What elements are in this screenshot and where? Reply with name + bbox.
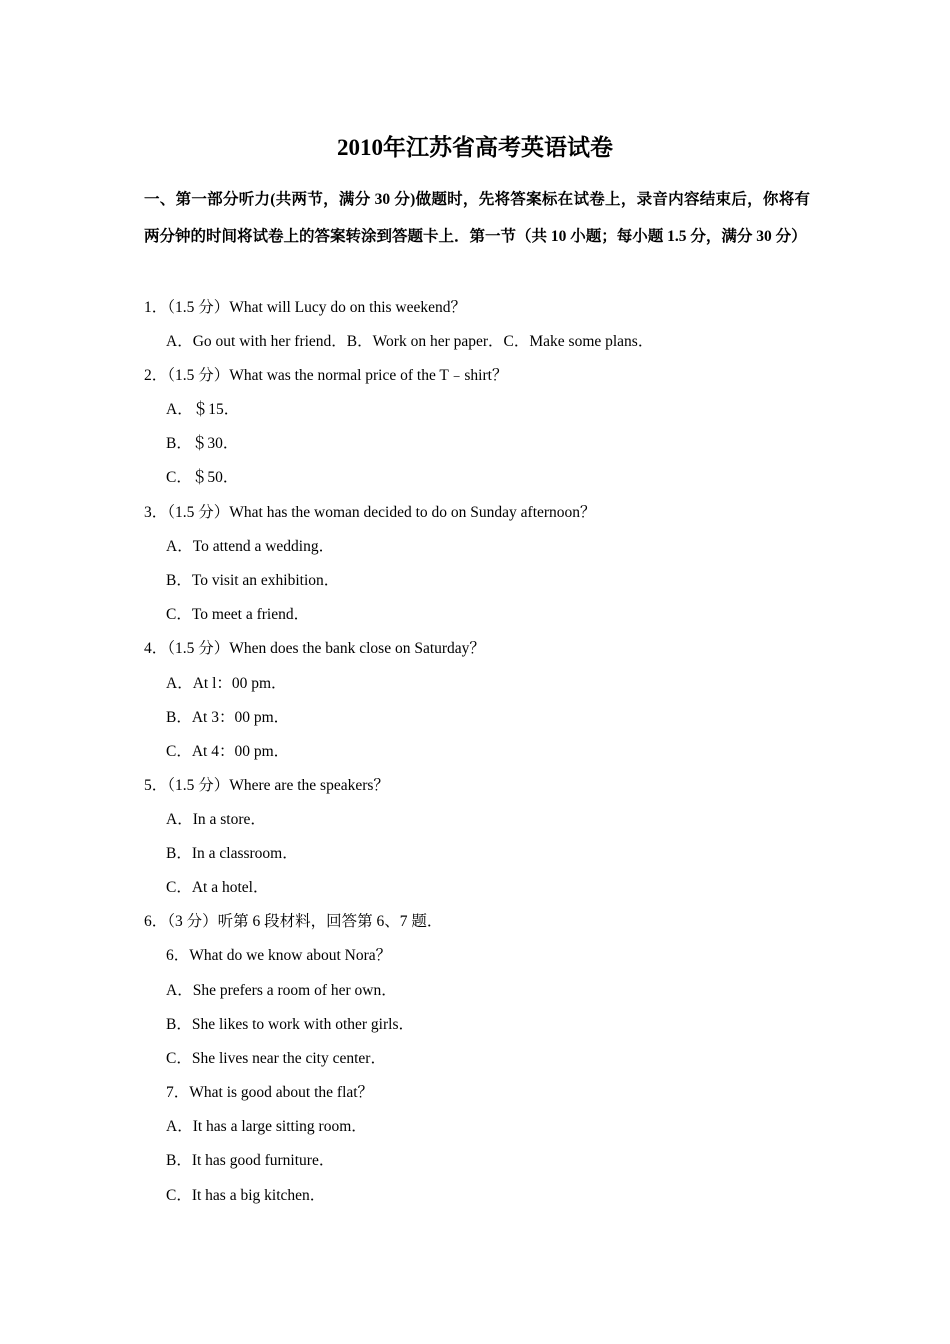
question-4: 4．（1.5 分）When does the bank close on Saturday？ [144, 640, 485, 657]
page-title: 2010年江苏省高考英语试卷 [337, 135, 613, 160]
question-4-option-a: A．At l：00 pm． [166, 675, 287, 692]
question-3-option-b: B．To visit an exhibition． [166, 572, 340, 589]
question-5-option-a: A．In a store． [166, 811, 266, 828]
question-5-option-b: B．In a classroom． [166, 845, 298, 862]
question-6: 6．（3 分）听第 6 段材料，回答第 6、7 题． [144, 913, 443, 930]
sub-question-6-option-c: C．She lives near the city center． [166, 1050, 386, 1067]
question-5: 5．（1.5 分）Where are the speakers？ [144, 777, 389, 794]
sub-question-6-option-a: A．She prefers a room of her own． [166, 982, 397, 999]
question-1-options: A．Go out with her friend．B．Work on her paper．C．Make some plans． [166, 333, 654, 350]
question-2: 2．（1.5 分）What was the normal price of the T﹣shirt？ [144, 367, 508, 384]
sub-question-7-option-b: B．It has good furniture． [166, 1152, 335, 1169]
question-4-option-b: B．At 3：00 pm． [166, 709, 290, 726]
question-2-option-a: A．＄15． [166, 401, 240, 418]
sub-question-6-option-b: B．She likes to work with other girls． [166, 1016, 414, 1033]
question-4-option-c: C．At 4：00 pm． [166, 743, 290, 760]
question-5-option-c: C．At a hotel． [166, 879, 269, 896]
question-1: 1．（1.5 分）What will Lucy do on this weekend？ [144, 299, 467, 316]
sub-question-6: 6．What do we know about Nora？ [166, 947, 392, 964]
question-3: 3．（1.5 分）What has the woman decided to do on Sunday afternoon？ [144, 504, 596, 521]
sub-question-7-option-c: C．It has a big kitchen． [166, 1187, 326, 1204]
question-2-option-c: C．＄50． [166, 469, 239, 486]
section-header: 一、第一部分听力(共两节，满分 30 分)做题时，先将答案标在试卷上，录音内容结束后，你将有两分钟的时间将试卷上的答案转涂到答题卡上．第一节（共 10 小题；每小题 1.5 分，满分 30 分） [144, 191, 810, 245]
question-2-option-b: B．＄30． [166, 435, 239, 452]
sub-question-7-option-a: A．It has a large sitting room． [166, 1118, 367, 1135]
question-3-option-c: C．To meet a friend． [166, 606, 310, 623]
sub-question-7: 7．What is good about the flat？ [166, 1084, 374, 1101]
question-3-option-a: A．To attend a wedding． [166, 538, 335, 555]
